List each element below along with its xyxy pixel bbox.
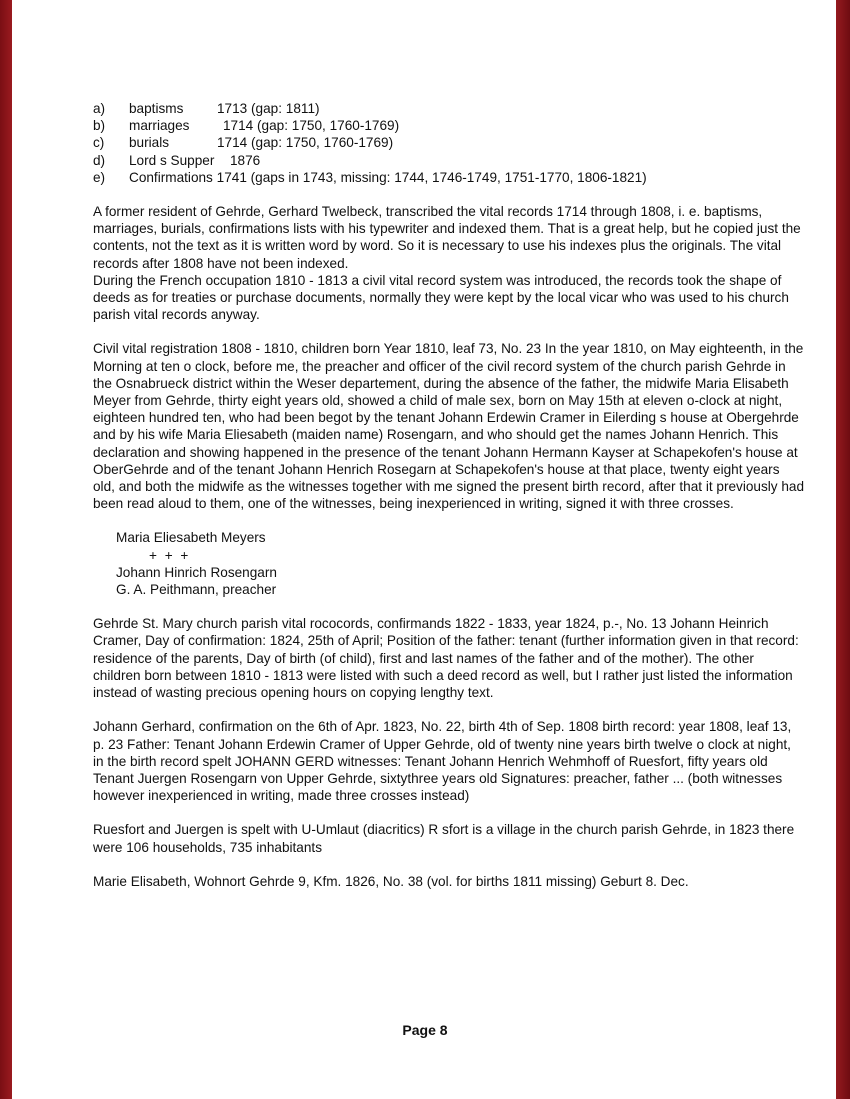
signature-crosses: + + + [149, 547, 191, 563]
paragraph-transcription [93, 203, 805, 323]
right-page-edge [836, 0, 850, 1099]
list-item [93, 134, 805, 151]
list-letter: d) [93, 152, 106, 168]
list-item [93, 169, 805, 186]
list-letter: a) [93, 101, 106, 116]
paragraph-marie-elisabeth: Marie Elisabeth, Wohnort Gehrde 9, Kfm. 1826, No. 38 (vol. for births 1811 missing) Geburt 8. Dec. [93, 873, 689, 889]
paragraph-confirmands: Gehrde St. Mary church parish vital rococords, confirmands 1822 - 1833, year 1824, p.-, No. 13 Johann Heinrich Cramer, Day of confirmation: 1824, 25th of April; Position of the father: tenant (further information given in that record: residence of the parents, Day of birth (of child), first and last names of the father and of the mother). The other children born between 1810 - 1813 were listed with such a deed record as well, but I rather just listed the information instead of wasting precious opening hours on copying lengthy text. [93, 616, 799, 701]
signature-line: G. A. Peithmann, preacher [116, 582, 277, 598]
list-item [93, 117, 805, 134]
record-list [93, 100, 805, 186]
list-name: baptisms [129, 101, 184, 116]
left-page-edge [0, 0, 12, 1099]
list-item [93, 100, 805, 117]
paragraph-text: During the French occupation 1810 - 1813 a civil vital record system was introduced, the records took the shape of deeds as for treaties or purchase documents, normally they were kept by the local vicar who was used to his church parish vital records anyway. [93, 272, 789, 323]
list-name: marriages [129, 118, 190, 134]
list-detail: 1713 (gap: 1811) [217, 101, 320, 116]
document-body [93, 100, 805, 907]
list-letter: c) [93, 135, 105, 151]
paragraph-text: A former resident of Gehrde, Gerhard Twelbeck, transcribed the vital records 1714 through 1808, i. e. baptisms, marriages, burials, confirmations lists with his typewriter and indexed them. That is a great help, but he copied just the contents, not the text as it is written word by word. So it is necessary to use his indexes plus the originals. The vital records after 1808 have not been indexed. [93, 204, 801, 271]
list-name: Lord s Supper [129, 152, 215, 168]
list-name: burials [129, 135, 170, 151]
signature-block [116, 529, 805, 598]
list-item [93, 152, 805, 169]
list-letter: e) [93, 169, 106, 185]
list-detail: 1714 (gap: 1750, 1760-1769) [223, 118, 400, 134]
list-letter: b) [93, 118, 106, 134]
paragraph-civil-registration: Civil vital registration 1808 - 1810, children born Year 1810, leaf 73, No. 23 In the year 1810, on May eighteenth, in the Morning at ten o clock, before me, the preacher and officer of the civil record system of the church parish Gehrde in the Osnabrueck district within the Weser departement, during the absence of the father, the midwife Maria Elisabeth Meyer from Gehrde, thirty eight years old, showed a child of male sex, born on May 15th at eleven o-clock at night, eighteen hundred ten, who had been begot by the tenant Johann Erdewin Cramer in Eilerding s house at Obergehrde and by his wife Maria Eliesabeth (maiden name) Rosengarn, and who should get the names Johann Henrich. This declaration and showing happened in the presence of the tenant Johann Hermann Kayser at Schapekofen's house at OberGehrde and of the tenant Johann Henrich Rosegarn at Schapekofen's house at that place, twenty eight years old, and both the midwife as the witnesses together with me signed the present birth record, after that it previously had been read aloud to them, one of the witnesses, being inexperienced in writing, signed it with three crosses. [93, 341, 805, 512]
signature-line: Johann Hinrich Rosengarn [116, 564, 277, 580]
page-number: Page 8 [402, 1022, 448, 1038]
list-detail: 1714 (gap: 1750, 1760-1769) [217, 135, 394, 151]
paragraph-ruesfort: Ruesfort and Juergen is spelt with U-Umlaut (diacritics) R sfort is a village in the church parish Gehrde, in 1823 there were 106 households, 735 inhabitants [93, 822, 795, 855]
signature-line: Maria Eliesabeth Meyers [116, 530, 266, 546]
paragraph-johann-gerhard: Johann Gerhard, confirmation on the 6th of Apr. 1823, No. 22, birth 4th of Sep. 1808 birth record: year 1808, leaf 13, p. 23 Father: Tenant Johann Erdewin Cramer of Upper Gehrde, old of twenty nine years birth twelve o clock at night, in the birth record spelt JOHANN GERD witnesses: Tenant Johann Henrich Wehmhoff of Ruesfort, fifty years old Tenant Juergen Rosengarn von Upper Gehrde, sixtythree years old Signatures: preacher, father ... (both witnesses however inexperienced in writing, made three crosses instead) [93, 719, 792, 804]
list-detail: 1876 [230, 152, 261, 168]
list-detail: Confirmations 1741 (gaps in 1743, missing: 1744, 1746-1749, 1751-1770, 1806-1821) [129, 169, 647, 185]
